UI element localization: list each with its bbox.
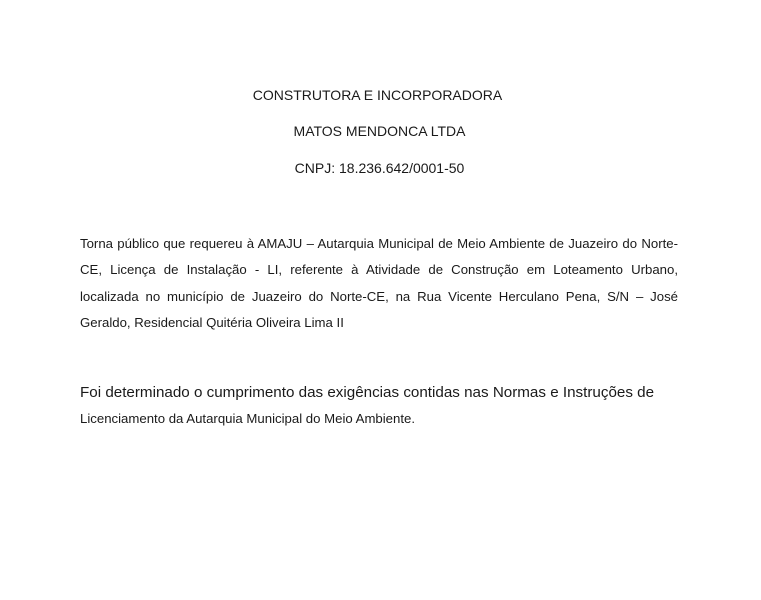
requirements-line-1: Foi determinado o cumprimento das exigências contidas nas Normas e Instruções de: [80, 384, 655, 401]
requirements-line-2: Licenciamento da Autarquia Municipal do Meio Ambiente.: [80, 411, 416, 426]
company-name-line-2: MATOS MENDONCA LTDA: [293, 123, 466, 139]
company-name-line-1: CONSTRUTORA E INCORPORADORA: [252, 87, 503, 103]
notice-paragraph: Torna público que requereu à AMAJU – Autarquia Municipal de Meio Ambiente de Juazeiro do Norte-CE, Licença de Instalação - LI, referente à Atividade de Construção em Loteamento Urbano, localizada no município de Juazeiro do Norte-CE, na Rua Vicente Herculano Pena, S/N – José Geraldo, Residencial Quitéria Oliveira Lima II: [80, 236, 678, 330]
requirements-paragraph: [80, 380, 678, 432]
company-cnpj: CNPJ: 18.236.642/0001-50: [294, 160, 465, 176]
